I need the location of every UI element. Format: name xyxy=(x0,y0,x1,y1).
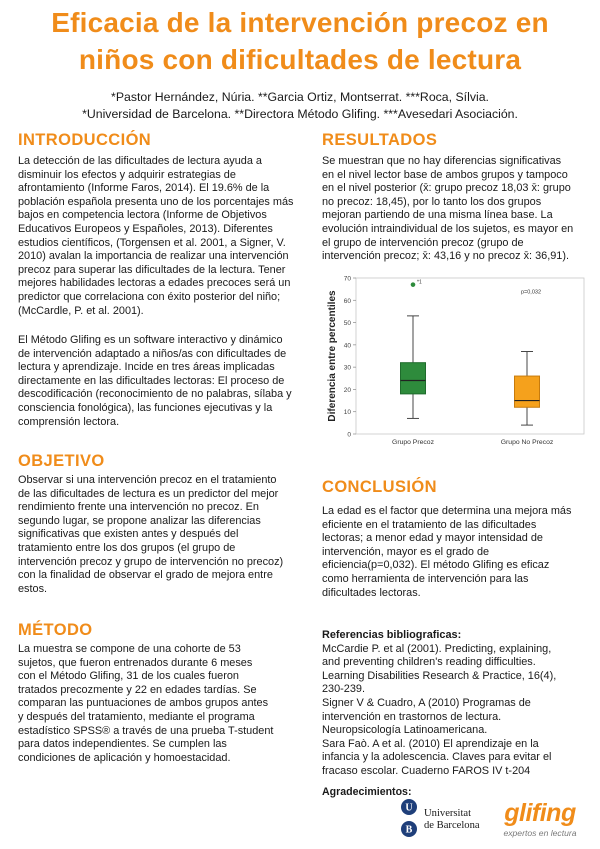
text-line: El Método Glifing es un software interactivo y dinámico xyxy=(18,334,283,346)
text-line: estadístico SPSS® a través de una prueba T-student xyxy=(18,724,274,737)
text-line: McCardie P. et al (2001). Predicting, explaining, xyxy=(322,642,552,655)
text-line: como herramienta de intervención para las xyxy=(322,572,529,585)
y-axis-label: Diferencia entre percentiles xyxy=(327,290,338,422)
ub-shield-icon xyxy=(398,798,420,842)
text-line: con el Método Glifing, 31 de los cuales fueron xyxy=(18,670,239,683)
text-line: rendimiento frente una intervención no precoz. En xyxy=(18,501,259,514)
ub-wordmark xyxy=(424,808,480,831)
text-line: dificultades lectoras. xyxy=(322,586,421,599)
referencias-list xyxy=(322,643,590,779)
text-line: Signer V & Cuadro, A (2010) Programas de xyxy=(322,696,531,709)
text-line: intervención precoz; x̄: 43,16 y no precoz x̄: 36,91). xyxy=(322,250,569,263)
y-tick-label: 60 xyxy=(343,297,351,305)
text-line: de las dificultades de lectura es un predictor del mejor xyxy=(18,487,279,500)
text-line: Observar si una intervención precoz en el tratamiento xyxy=(18,474,277,486)
text-line: tratamiento entre los dos grupos (el grupo de xyxy=(18,541,236,554)
introduccion-paragraph-1 xyxy=(18,155,296,318)
y-tick-label: 30 xyxy=(343,364,351,372)
text-line: (McCardle, P. et al. 2001). xyxy=(18,304,144,317)
boxplot-chart xyxy=(322,268,592,448)
text-line: sujetos, que fueron entrenados durante 6 meses xyxy=(18,656,253,669)
text-line: disminuir los efectos y adquirir estrategias de xyxy=(18,168,236,181)
text-line: bajos en competencia lectora (Informe de Objetivos xyxy=(18,209,267,222)
text-line: La edad es el factor que determina una mejora más xyxy=(322,505,572,517)
text-line: comprensión lectora. xyxy=(18,415,120,428)
text-line: en el nivel lector base de ambos grupos y tampoco xyxy=(322,168,568,181)
text-line: directamente en las dificultades lectoras: El proceso de xyxy=(18,374,285,387)
referencias-block xyxy=(322,629,590,779)
authors xyxy=(0,89,600,122)
metodo-paragraph xyxy=(18,643,296,765)
text-line: descodificación (reconocimiento de no palabras, sílaba y xyxy=(18,388,292,401)
plot-area xyxy=(356,278,584,434)
affiliations-line: *Universidad de Barcelona. **Directora Método Glifing. ***Avesedari Asociación. xyxy=(82,106,518,121)
text-line: Neuropsicología Latinoamericana. xyxy=(322,724,488,737)
conclusion-heading: CONCLUSIÓN xyxy=(322,478,437,496)
text-line: Sara Faò. A et al. (2010) El aprendizaje en la xyxy=(322,737,539,750)
text-line: 2010) avalan la importancia de realizar una intervención xyxy=(18,250,289,263)
title-line-2: niños con dificultades de lectura xyxy=(78,44,522,75)
text-line: precoz para superar las dificultades de la lectura. Tener xyxy=(18,263,286,276)
y-tick-label: 20 xyxy=(343,386,351,394)
text-line: Se muestran que no hay diferencias significativas xyxy=(322,155,562,167)
y-tick-label: 50 xyxy=(343,320,351,328)
text-line: afrontamiento (Informe Faros, 2014). El 19.6% de la xyxy=(18,182,270,195)
text-line: eficiencia(p=0,032). El método Glifing es eficaz xyxy=(322,559,550,572)
objetivo-heading: OBJETIVO xyxy=(18,452,105,470)
text-line: eficiente en el tratamiento de las dificultades xyxy=(322,518,537,531)
text-line: La muestra se compone de una cohorte de 53 xyxy=(18,643,241,655)
text-line: intervención en trastornos de lectura. xyxy=(322,710,502,723)
ub-line-2: de Barcelona xyxy=(424,819,480,831)
text-line: para datos independientes. Se cumplen las xyxy=(18,738,227,751)
introduccion-heading: INTRODUCCIÓN xyxy=(18,131,152,149)
introduccion-paragraph-2 xyxy=(18,334,296,429)
text-line: lectoras; a menor edad y mayor intensidad de xyxy=(322,532,543,545)
text-line: comparan las puntuaciones de ambos grupos antes xyxy=(18,697,269,710)
text-line: 230-239. xyxy=(322,683,365,696)
y-tick-label: 0 xyxy=(347,431,351,439)
text-line: en el nivel posterior (x̄: grupo precoz 18,03 x̄: grupo xyxy=(322,182,571,195)
text-line: el grupo de intervención precoz (grupo de xyxy=(322,236,524,249)
text-line: predictor que correlaciona con éxito posterior del niño; xyxy=(18,290,281,303)
text-line: lectura y aprendizaje. Incide en tres áreas implicadas xyxy=(18,361,275,374)
text-line: intervención, mayor es el grado de xyxy=(322,545,490,558)
y-tick-label: 40 xyxy=(343,342,351,350)
poster-title xyxy=(0,4,600,78)
text-line: intervención precoz y grupo de intervención no precoz) xyxy=(18,555,284,568)
authors-line-1: *Pastor Hernández, Núria. **Garcia Ortiz, Montserrat. ***Roca, Sílvia. xyxy=(111,90,489,104)
glifing-wordmark: glifing xyxy=(504,799,576,827)
svg-text:B: B xyxy=(405,824,413,836)
text-line: evolución intraindividual de los sujetos, es mayor en xyxy=(322,222,574,235)
text-line: de intervención adaptado a niños/as con dificultades de xyxy=(18,347,287,360)
y-tick-label: 10 xyxy=(343,409,351,417)
box-no-precoz xyxy=(515,376,540,407)
text-line: infancia y la adolescencia. Claves para evitar el xyxy=(322,751,552,764)
p-value-annotation: p=0,032 xyxy=(520,289,542,296)
text-line: población española presenta uno de los porcentajes más xyxy=(18,195,294,208)
agradecimientos-label: Agradecimientos: xyxy=(322,786,412,798)
title-line-1: Eficacia de la intervención precoz en xyxy=(51,7,549,38)
text-line: La detección de las dificultades de lectura ayuda a xyxy=(18,155,262,167)
outlier-label: *1 xyxy=(417,279,422,286)
outlier-point xyxy=(411,282,416,287)
x-category-label: Grupo Precoz xyxy=(392,439,434,446)
referencias-heading: Referencias bibliograficas: xyxy=(322,629,462,641)
text-line: y después del tratamiento, mediante el programa xyxy=(18,710,255,723)
text-line: no precoz: 18,45), por lo tanto los dos grupos xyxy=(322,195,542,208)
text-line: mejores habilidades lectoras a edades precoces será un xyxy=(18,277,291,290)
text-line: mejoran partiendo de una misma línea base. La xyxy=(322,209,553,222)
metodo-heading: MÉTODO xyxy=(18,621,93,639)
resultados-paragraph xyxy=(322,155,590,264)
text-line: estos. xyxy=(18,582,48,595)
svg-text:U: U xyxy=(405,802,413,814)
text-line: segundo lugar, se propone analizar las diferencias xyxy=(18,514,261,527)
objetivo-paragraph xyxy=(18,474,296,596)
box-precoz xyxy=(401,363,426,394)
text-line: significativas que existen antes y después del xyxy=(18,528,239,541)
glifing-tagline: expertos en lectura xyxy=(503,828,577,838)
text-line: and preventing children's reading difficulties. xyxy=(322,656,536,669)
ub-line-1: Universitat xyxy=(424,808,472,819)
text-line: fracaso escolar. Cuaderno FAROS IV t-204 xyxy=(322,764,531,777)
text-line: tratados precozmente y 22 en edades tardías. Se xyxy=(18,683,257,696)
y-tick-label: 70 xyxy=(343,275,351,283)
text-line: estudios científicos, (Torgensen et al. 2001, a Signer, V. xyxy=(18,236,286,249)
text-line: Learning Disabilities Research & Practice, 16(4), xyxy=(322,669,557,682)
text-line: con la finalidad de observar el grado de mejora entre xyxy=(18,569,273,582)
glifing-logo xyxy=(490,800,590,844)
resultados-heading: RESULTADOS xyxy=(322,131,438,149)
x-category-label: Grupo No Precoz xyxy=(500,439,554,446)
conclusion-paragraph xyxy=(322,505,590,600)
text-line: consciencia fonológica), las funciones ejecutivas y la xyxy=(18,401,273,414)
boxplot-svg xyxy=(322,268,592,448)
text-line: Educativos Europeos y Españoles, 2013). Diferentes xyxy=(18,222,273,235)
text-line: condiciones de aplicación y homoestacidad. xyxy=(18,751,231,764)
